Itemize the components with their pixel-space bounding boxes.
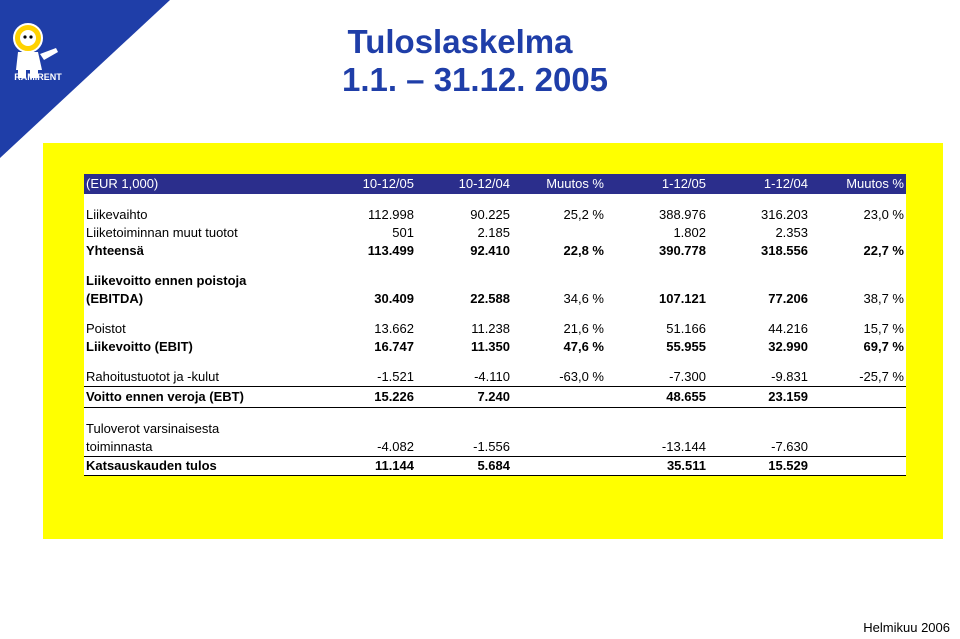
row-label: toiminnasta <box>86 439 153 454</box>
table-row-result <box>84 457 906 476</box>
header-col: 10-12/05 <box>362 176 414 191</box>
row-value: 77.206 <box>768 291 808 306</box>
row-value: 51.166 <box>666 321 706 336</box>
row-label: (EBITDA) <box>86 291 144 306</box>
table-row <box>84 387 906 408</box>
header-col: Muutos % <box>846 176 904 191</box>
row-value: 69,7 % <box>863 339 904 354</box>
row-value: -7.630 <box>771 439 808 454</box>
header-col: Muutos % <box>546 176 604 191</box>
spacer <box>84 356 906 368</box>
row-value: 38,7 % <box>863 291 904 306</box>
row-value: 501 <box>392 225 414 240</box>
table-row <box>84 420 906 438</box>
row-value: 90.225 <box>470 207 510 222</box>
row-value: 11.350 <box>470 339 510 354</box>
row-value: 1.802 <box>673 225 706 240</box>
row-value: 35.511 <box>666 458 706 473</box>
row-value: 44.216 <box>768 321 808 336</box>
row-value: -7.300 <box>669 369 706 384</box>
spacer <box>84 194 906 206</box>
row-value: 22.588 <box>470 291 510 306</box>
row-label: Poistot <box>86 321 126 336</box>
title-line-2: 1.1. – 31.12. 2005 <box>341 61 609 98</box>
row-value: 23.159 <box>768 389 808 404</box>
row-value: 15,7 % <box>863 321 904 336</box>
row-label: Rahoitustuotot ja -kulut <box>86 369 219 384</box>
row-value: 22,7 % <box>863 243 904 258</box>
row-value: 16.747 <box>374 339 414 354</box>
row-value: -25,7 % <box>859 369 904 384</box>
row-value: 32.990 <box>768 339 808 354</box>
header-unit: (EUR 1,000) <box>86 176 159 191</box>
header-col: 1-12/04 <box>763 176 808 191</box>
row-value: 30.409 <box>374 291 414 306</box>
table-row-total <box>84 242 906 260</box>
row-value: 34,6 % <box>563 291 604 306</box>
row-value: 48.655 <box>666 389 706 404</box>
row-value: -13.144 <box>661 439 706 454</box>
table-row <box>84 290 906 308</box>
income-statement-table <box>84 174 906 476</box>
row-value: 2.185 <box>477 225 510 240</box>
row-value: 15.529 <box>768 458 808 473</box>
row-value: 390.778 <box>659 243 706 258</box>
row-label: Liiketoiminnan muut tuotot <box>86 225 238 240</box>
logo-wordmark: RAMIRENT <box>14 72 62 82</box>
row-value: -63,0 % <box>559 369 604 384</box>
table-row <box>84 438 906 457</box>
table-row <box>84 272 906 290</box>
row-value: -4.110 <box>474 369 510 384</box>
row-label: Liikevaihto <box>86 207 148 222</box>
row-value: 5.684 <box>477 458 510 473</box>
row-value: 107.121 <box>659 291 706 306</box>
row-value: 388.976 <box>659 207 706 222</box>
table-row <box>84 338 906 356</box>
row-label: Liikevoitto (EBIT) <box>86 339 193 354</box>
row-value: 23,0 % <box>863 207 904 222</box>
row-value: 113.499 <box>367 243 414 258</box>
row-value: 7.240 <box>477 389 510 404</box>
row-label: Voitto ennen veroja (EBT) <box>86 389 244 404</box>
row-label: Tuloverot varsinaisesta <box>86 421 220 436</box>
spacer <box>84 408 906 420</box>
spacer <box>84 260 906 272</box>
title-line-1: Tuloslaskelma <box>347 23 573 60</box>
row-value: 15.226 <box>374 389 414 404</box>
row-value: 21,6 % <box>563 321 604 336</box>
row-label: Katsauskauden tulos <box>86 458 217 473</box>
table-row <box>84 206 906 224</box>
row-value: -1.521 <box>377 369 414 384</box>
row-value: 318.556 <box>761 243 808 258</box>
row-value: 316.203 <box>761 207 808 222</box>
row-value: -4.082 <box>377 439 414 454</box>
row-value: -1.556 <box>473 439 510 454</box>
header-col: 10-12/04 <box>458 176 510 191</box>
row-value: 55.955 <box>666 339 706 354</box>
row-value: 11.238 <box>471 321 510 336</box>
spacer <box>84 308 906 320</box>
row-value: 92.410 <box>470 243 510 258</box>
row-value: 22,8 % <box>563 243 604 258</box>
row-value: 112.998 <box>367 207 414 222</box>
row-value: -9.831 <box>771 369 808 384</box>
table-header-row <box>84 174 906 194</box>
row-value: 2.353 <box>775 225 808 240</box>
header-col: 1-12/05 <box>661 176 706 191</box>
row-value: 47,6 % <box>563 339 604 354</box>
page-title <box>0 22 960 100</box>
table-row <box>84 224 906 242</box>
row-value: 25,2 % <box>563 207 604 222</box>
row-value: 11.144 <box>374 458 414 473</box>
row-label: Liikevoitto ennen poistoja <box>86 273 247 288</box>
table-row <box>84 320 906 338</box>
row-value: 13.662 <box>374 321 414 336</box>
table-row <box>84 368 906 387</box>
row-label: Yhteensä <box>86 243 144 258</box>
footer-date: Helmikuu 2006 <box>863 620 950 635</box>
